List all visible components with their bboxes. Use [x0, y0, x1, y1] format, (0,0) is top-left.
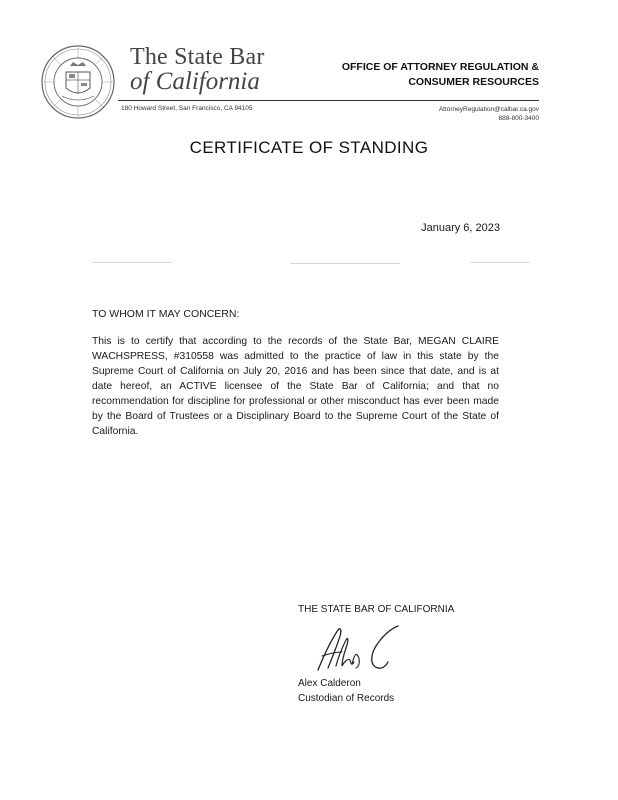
scan-artifact: [92, 262, 172, 263]
header-divider: [118, 100, 539, 101]
signature-organization: THE STATE BAR OF CALIFORNIA: [298, 604, 455, 615]
contact-phone: 888-800-3400: [498, 115, 539, 122]
handwritten-signature-icon: [308, 622, 408, 678]
contact-info: [439, 105, 539, 123]
page-title: CERTIFICATE OF STANDING: [189, 138, 429, 157]
contact-email: AttorneyRegulation@calbar.ca.gov: [438, 106, 539, 113]
office-name: [342, 60, 539, 90]
org-name-line2: of California: [130, 68, 260, 95]
signer-name: Alex Calderon: [298, 678, 361, 689]
street-address: 180 Howard Street, San Francisco, CA 94105: [121, 105, 253, 112]
document-date: January 6, 2023: [421, 222, 500, 234]
scan-artifact: [290, 263, 400, 264]
office-line2: CONSUMER RESOURCES: [408, 76, 539, 88]
office-line1: OFFICE OF ATTORNEY REGULATION &: [341, 61, 539, 73]
scan-artifact: [470, 262, 530, 263]
state-bar-seal-icon: [40, 44, 116, 120]
signer-title: Custodian of Records: [298, 693, 395, 704]
certificate-body: This is to certify that according to the records of the State Bar, MEGAN CLAIRE WACHSPRESS, #310558 was admitted to the practice of law in this state by the Supreme Court of California on July 20, 2016 and has been since that date, and is at date hereof, an ACTIVE licensee of the State Bar of California; and that no recommendation for discipline for professional or other misconduct has ever been made by the Board of Trustees or a Disciplinary Board to the Supreme Court of the State of California.: [92, 336, 499, 437]
org-name-line1: The State Bar: [130, 44, 265, 70]
salutation: TO WHOM IT MAY CONCERN:: [92, 308, 240, 320]
